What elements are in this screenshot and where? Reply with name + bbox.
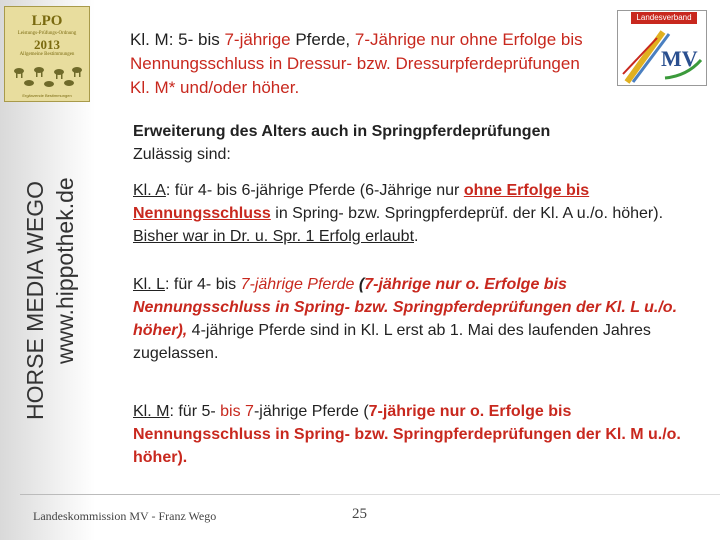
class-l-text-1: : für 4- bis (165, 276, 241, 293)
logo-line-2: Leistungs-Prüfungs-Ordnung (17, 31, 77, 36)
title-part-4: 7-Jährige nur ohne Erfolge bis Nennungsschluss in Dressur- bzw. Dressurpferdeprüfungen Kl. M* und/oder höher. (130, 30, 583, 97)
class-l-text-5: 4-jährige Pferde sind in Kl. L erst ab 1. Mai des laufenden Jahres zugelassen. (133, 322, 651, 362)
badge-text: MV (661, 46, 698, 71)
logo-line-4: Allgemeine Bestimmungen (19, 52, 75, 57)
vertical-branding (0, 0, 100, 540)
title-part-3: Pferde, (290, 30, 355, 49)
class-a-text-3: in Spring- bzw. Springpferdeprüf. der Kl. A u./o. höher). (270, 205, 664, 222)
badge-label: Landesverband (631, 12, 697, 24)
class-m-text-4: 7-jährige nur o. Erfolge bis Nennungsschluss in Spring- bzw. Springpferdeprüfungen der Kl. M u./o. höher). (133, 403, 681, 466)
footer-divider-right (300, 494, 720, 495)
footer-divider (20, 494, 300, 495)
logo-line-3: 2013 (34, 37, 60, 52)
class-a-paragraph (133, 179, 703, 248)
intro-heading: Erweiterung des Alters auch in Springpferdeprüfungen (133, 123, 551, 140)
class-a-label: Kl. A (133, 182, 166, 199)
class-m-text-3: -jährige Pferde ( (253, 403, 369, 420)
class-m-text-2: bis 7 (220, 403, 254, 420)
class-m-label: Kl. M (133, 403, 170, 420)
title-part-2: 7-jährige (224, 30, 291, 49)
landesverband-mv-logo (617, 10, 707, 86)
class-a-text-5: . (414, 228, 419, 245)
class-l-label: Kl. L (133, 276, 166, 293)
class-a-text-4: Bisher war in Dr. u. Spr. 1 Erfolg erlaubt (133, 228, 415, 245)
logo-line-5: Ergänzende Bestimmungen (22, 93, 72, 98)
slide-title (130, 28, 600, 100)
brand-vertical-text: HORSE MEDIA WEGO (22, 181, 48, 420)
class-l-paragraph (133, 273, 703, 365)
class-m-paragraph (133, 400, 703, 469)
intro-subheading: Zulässig sind: (133, 146, 231, 163)
title-part-1: Kl. M: 5- bis (130, 30, 225, 49)
intro-block (133, 120, 703, 166)
class-l-text-3: ( (354, 276, 365, 293)
page-number: 25 (352, 506, 367, 522)
class-a-text-2: ohne Erfolge bis Nennungsschluss (133, 182, 590, 222)
class-l-text-4: 7-jährige nur o. Erfolge bis Nennungsschluss in Spring- bzw. Springpferdeprüfungen der Kl. L u./o. höher), (133, 276, 678, 339)
class-m-text-1: : für 5- (169, 403, 221, 420)
logo-line-1: LPO (31, 13, 63, 29)
class-a-text-1: : für 4- bis 6-jährige Pferde (6-Jährige nur (165, 182, 464, 199)
mv-emblem-icon (617, 24, 707, 86)
footer-author: Landeskommission MV - Franz Wego (33, 509, 217, 523)
website-vertical-text: www.hippothek.de (52, 177, 78, 364)
class-l-text-2: 7-jährige Pferde (240, 276, 355, 293)
